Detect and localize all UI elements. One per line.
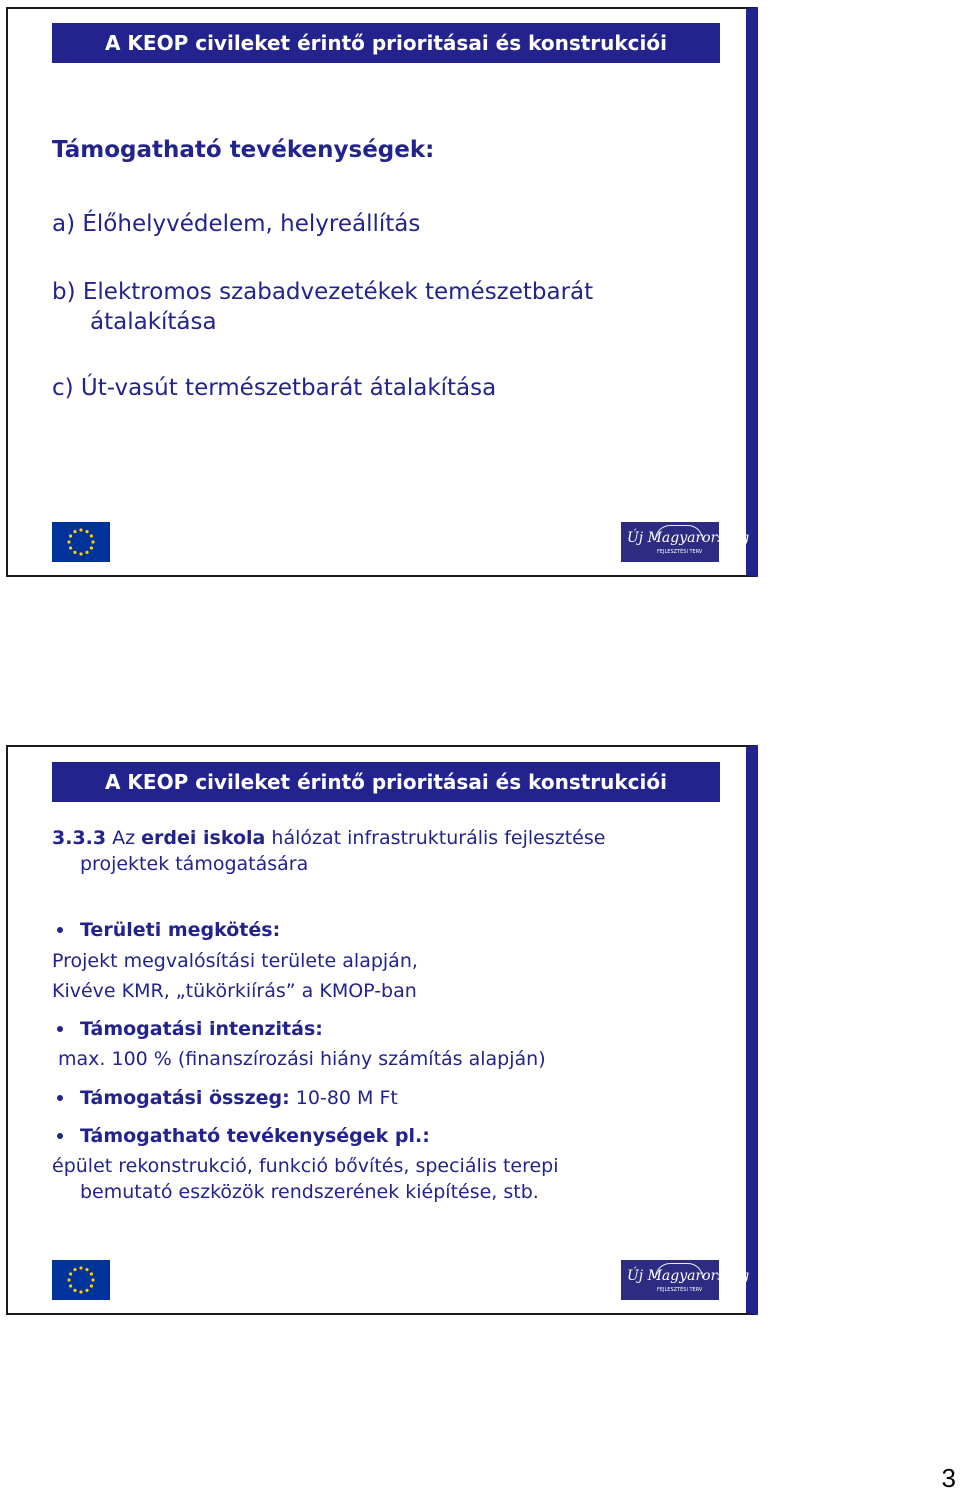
intro-text-b: hálózat infrastrukturális fejlesztése [265, 827, 606, 849]
uj-magyarorszag-logo [621, 1260, 750, 1300]
list-item: b) Elektromos szabadvezetékek temészetbarát [52, 279, 594, 305]
bullet-icon [57, 927, 63, 933]
section-heading: Támogatható tevékenységek: [52, 137, 435, 163]
logo-text: Új Magyarország [627, 530, 750, 546]
page-number: 3 [941, 1463, 956, 1493]
intro-line-2: projektek támogatására [80, 853, 309, 875]
logo-subtext: FEJLESZTÉSI TERV [657, 1287, 703, 1293]
eu-flag-icon [52, 1260, 110, 1300]
logo-text: Új Magyarország [627, 1268, 750, 1284]
intro-text-a: Az [106, 827, 142, 849]
list-item-continuation: átalakítása [90, 309, 217, 335]
slide-1 [6, 7, 758, 577]
bullet-label [80, 1123, 430, 1149]
eu-flag-icon [52, 522, 110, 562]
bullet-text: max. 100 % (finanszírozási hiány számítás alapján) [58, 1048, 546, 1070]
slide-2 [6, 745, 758, 1315]
logo-subtext: FEJLESZTÉSI TERV [657, 549, 703, 555]
slide-title: A KEOP civileket érintő prioritásai és konstrukciói [52, 23, 720, 63]
bullet-text: Projekt megvalósítási területe alapján, [52, 950, 418, 972]
bullet-label-colon: : [422, 1125, 430, 1147]
eu-stars [52, 1260, 110, 1300]
eu-stars [52, 522, 110, 562]
bullet-label: Támogatási összeg: [80, 1087, 290, 1109]
intro-line [52, 825, 605, 851]
bullet-value: 10-80 M Ft [289, 1087, 398, 1109]
bullet-label-text: Támogatható tevékenységek pl. [80, 1125, 423, 1147]
bullet-text: Kivéve KMR, „tükörkiírás” a KMOP-ban [52, 980, 417, 1002]
slide-title: A KEOP civileket érintő prioritásai és konstrukciói [52, 762, 720, 802]
intro-bold: erdei iskola [141, 827, 266, 849]
bullet-line [80, 1085, 398, 1111]
bullet-icon [57, 1026, 63, 1032]
bullet-label: Területi megkötés: [80, 919, 281, 941]
list-item: c) Út-vasút természetbarát átalakítása [52, 375, 497, 401]
uj-magyarorszag-logo [621, 522, 750, 562]
bullet-label: Támogatási intenzitás: [80, 1018, 323, 1040]
bullet-icon [57, 1095, 63, 1101]
list-item: a) Élőhelyvédelem, helyreállítás [52, 211, 421, 237]
section-number: 3.3.3 [52, 827, 107, 849]
bullet-icon [57, 1133, 63, 1139]
bullet-text: bemutató eszközök rendszerének kiépítése, stb. [80, 1181, 539, 1203]
bullet-text: épület rekonstrukció, funkció bővítés, speciális terepi [52, 1155, 559, 1177]
